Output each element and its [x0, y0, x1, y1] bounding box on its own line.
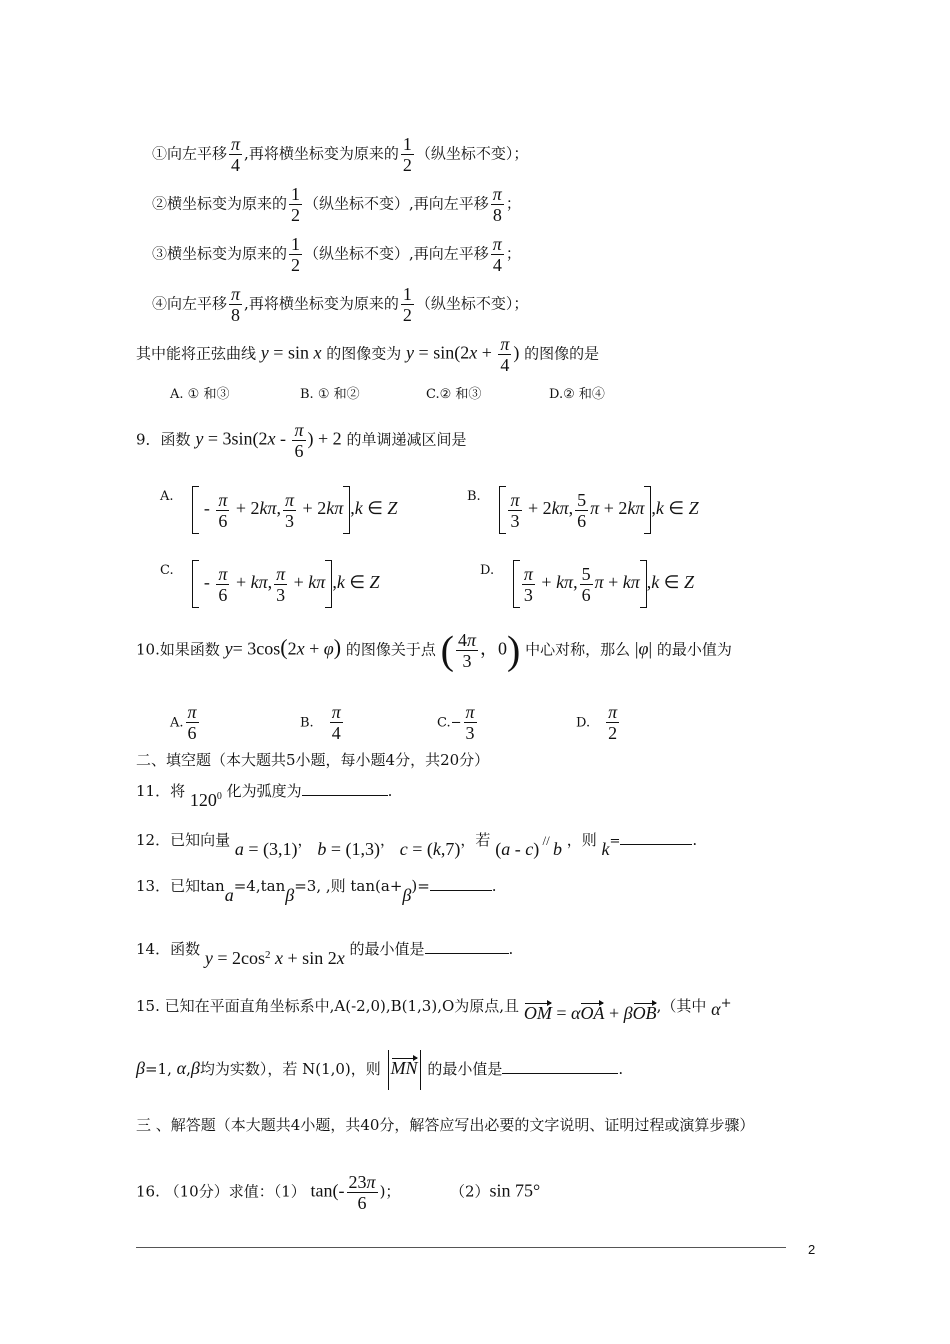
text: 12．已知向量 — [136, 831, 231, 849]
formula-target: y — [406, 342, 415, 363]
text: 9．函数 — [136, 430, 191, 449]
fraction-pi-4: $\frac{\pi}{4}$ — [231, 134, 241, 175]
q8-option-b: B. ① 和② — [300, 387, 360, 402]
text: （纵坐标不变）； — [415, 294, 529, 313]
formula-y-sinx: y — [260, 342, 269, 363]
question-15: 15. 已知在平面直角坐标系中,A(-2,0),B(1,3),O为原点,且 OM = αOA + βOB,（其中 α+ — [136, 996, 732, 1023]
option-line-1 — [152, 134, 528, 175]
q8-option-a: A. ① 和③ — [170, 387, 230, 402]
question-9: 9．函数 y = 3sin(2x - $\frac{\pi}{6}$ ) + 2 的单调递减区间是 — [136, 420, 467, 461]
text: ,再将横坐标变为原来的 — [244, 144, 399, 163]
text: ； — [505, 194, 521, 213]
option-line-2 — [152, 184, 521, 225]
q10-option-d: D. $\frac{\pi}{2}$ — [576, 702, 618, 743]
text: 10.如果函数 — [136, 640, 220, 659]
question-11: 11．将 $120^0$ 化为弧度为 . — [136, 782, 393, 810]
q9-option-c: C. - $\frac{\pi}{6}$ + kπ, $\frac{\pi}{3}$ + kπ ,k ∈ Z — [160, 560, 380, 608]
question-8-stem: 其中能将正弦曲线 y = sin x 的图像变为 y = sin(2x + $\frac{\pi}{4}$ ) 的图像的是 — [136, 334, 600, 375]
text: （纵坐标不变）； — [415, 144, 529, 163]
text: ③横坐标变为原来的 — [152, 244, 288, 263]
fraction-1-2: $\frac{1}{2}$ — [291, 184, 301, 225]
question-12: 12．已知向量 a = (3,1)， b = (1,3)， c = (k,7)，若 (a - c) // b ，则 k= . — [136, 831, 698, 859]
fraction-1-2: $\frac{1}{2}$ — [402, 134, 412, 175]
text: ； — [505, 244, 521, 263]
option-line-4 — [152, 284, 528, 325]
q9-option-d: D. $\frac{\pi}{3}$ + kπ, $\frac{5}{6}$ π + kπ ,k ∈ Z — [480, 560, 694, 608]
q10-option-b: B. $\frac{\pi}{4}$ — [300, 702, 341, 743]
text: 的最小值为 — [656, 640, 732, 659]
text: 的最小值是 — [349, 940, 425, 958]
text: 的图像变为 — [326, 344, 402, 363]
question-10: 10.如果函数 y= 3cos(2x + φ) 的图像关于点 ( $\frac{4\pi}{3}$ ，0) 中心对称，那么 |φ| 的最小值为 — [136, 627, 732, 673]
text: 11．将 — [136, 782, 186, 800]
fraction-1-2: $\frac{1}{2}$ — [291, 234, 301, 275]
q8-option-c: C.② 和③ — [426, 387, 482, 402]
q9-option-b: B. $\frac{\pi}{3}$ + 2kπ, $\frac{5}{6}$ π + 2kπ ,k ∈ Z — [467, 486, 699, 534]
text: 的单调递减区间是 — [346, 430, 467, 449]
text: 的图像的是 — [524, 344, 600, 363]
text: 其中能将正弦曲线 — [136, 344, 257, 363]
page-number: 2 — [808, 1242, 816, 1257]
option-line-3 — [152, 234, 521, 275]
text: （纵坐标不变）,再向左平移 — [304, 244, 489, 263]
text: 15. 已知在平面直角坐标系中,A(-2,0),B(1,3),O为原点,且 — [136, 997, 520, 1015]
question-16: 16. （10分）求值：（1） tan(- $\frac{23\pi}{6}$ )； （2）sin 75° — [136, 1172, 541, 1213]
text: 16. （10分）求值：（1） — [136, 1182, 306, 1201]
question-15-cont: β=1, α,β均为实数），若 N(1,0)，则 MN 的最小值是 . — [136, 1050, 623, 1090]
text: ④向左平移 — [152, 294, 228, 313]
section-2-heading: 二、填空题（本大题共5小题，每小题4分，共20分） — [136, 751, 490, 769]
fraction-1-2: $\frac{1}{2}$ — [402, 284, 412, 325]
q10-option-c: C.− $\frac{\pi}{3}$ — [437, 702, 475, 743]
fraction-pi-4: $\frac{\pi}{4}$ — [492, 234, 502, 275]
text: 中心对称，那么 — [525, 640, 631, 659]
q10-option-a: A. $\frac{\pi}{6}$ — [170, 702, 197, 743]
footer-divider — [136, 1247, 786, 1248]
question-14: 14．函数 $y = 2\cos^2$ x + sin 2x 的最小值是 . — [136, 940, 514, 968]
q9-option-a: A. - $\frac{\pi}{6}$ + 2kπ, $\frac{\pi}{3}$ + 2kπ ,k ∈ Z — [160, 486, 397, 534]
text: （纵坐标不变）,再向左平移 — [304, 194, 489, 213]
section-3-heading: 三 、解答题（本大题共4小题，共40分，解答应写出必要的文字说明、证明过程或演算步骤） — [136, 1116, 755, 1134]
q8-option-d: D.② 和④ — [549, 387, 605, 402]
fraction-pi-8: $\frac{\pi}{8}$ — [231, 284, 241, 325]
text: ②横坐标变为原来的 — [152, 194, 288, 213]
text: 14．函数 — [136, 940, 201, 958]
fraction-pi-8: $\frac{\pi}{8}$ — [492, 184, 502, 225]
question-13: 13．已知tana=4,tanβ=3, ,则 tan(a+β)= . — [136, 877, 497, 905]
text: ①向左平移 — [152, 144, 228, 163]
text: ,再将横坐标变为原来的 — [244, 294, 399, 313]
text: 化为弧度为 — [226, 782, 302, 800]
text: 13．已知tan — [136, 877, 225, 895]
text: 的图像关于点 — [345, 640, 436, 659]
